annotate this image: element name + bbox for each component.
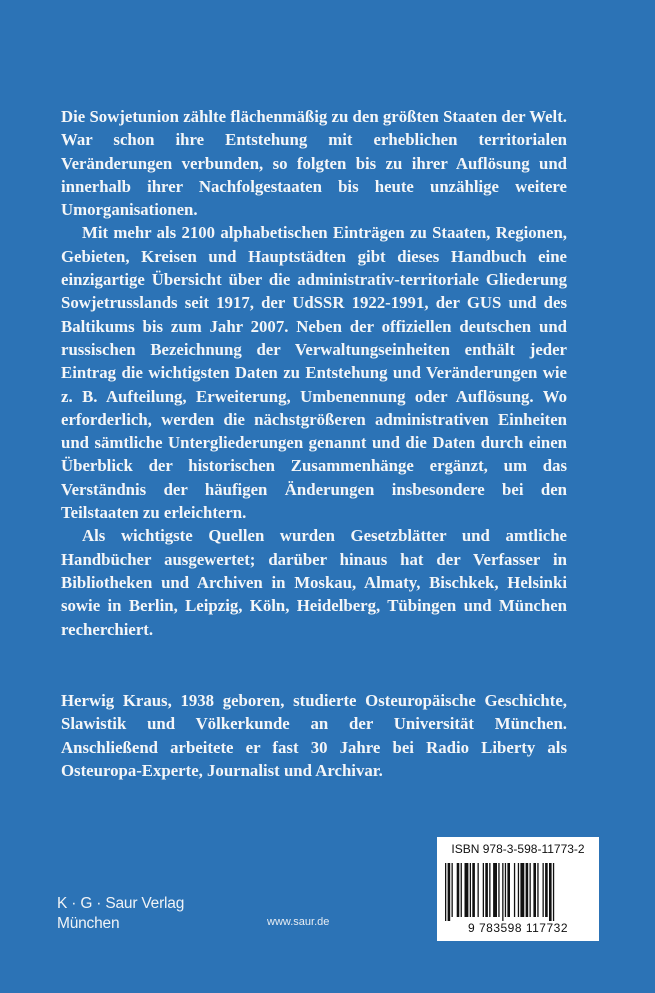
barcode-bar bbox=[507, 863, 510, 917]
barcode-bar bbox=[502, 863, 503, 921]
barcode-bar bbox=[465, 863, 469, 917]
isbn-label: ISBN 978-3-598-11773-2 bbox=[451, 842, 585, 856]
barcode-bar bbox=[483, 863, 484, 917]
barcode-bar bbox=[485, 863, 488, 917]
barcode-bar bbox=[445, 863, 446, 921]
barcode-bar bbox=[530, 863, 531, 917]
barcode-bar bbox=[543, 863, 544, 917]
barcode-bar bbox=[526, 863, 529, 917]
barcode-panel bbox=[437, 837, 599, 941]
publisher-logo bbox=[57, 894, 184, 934]
blurb-paragraph-2: Mit mehr als 2100 alphabetischen Einträgen zu Staaten, Regionen, Gebieten, Kreisen und Hauptstädten gibt dieses Handbuch eine einzigartige Übersicht über die administrativ-territoriale Gliederung Sowjetrusslands seit 1917, der UdSSR 1922-1991, der GUS und des Baltikums bis zum Jahr 2007. Neben der offiziellen deutschen und russischen Bezeichnung der Verwaltungseinheiten enthält jeder Eintrag die wichtigsten Daten zu Entstehung und Veränderungen wie z. B. Aufteilung, Erweiterung, Umbenennung oder Auflösung. Wo erforderlich, werden die nächstgrößeren administrativen Einheiten und sämtliche Untergliederungen genannt und die Daten durch einen Überblick der historischen Zusammenhänge ergänzt, um das Verständnis der häufigen Änderungen insbesondere bei den Teilstaaten zu erleichtern. bbox=[61, 223, 567, 523]
barcode-bar bbox=[533, 863, 536, 917]
barcode-bar bbox=[505, 863, 506, 917]
barcode-bar bbox=[457, 863, 460, 917]
barcode-bar bbox=[520, 863, 524, 917]
barcode-bar bbox=[461, 863, 462, 917]
blurb-text bbox=[61, 105, 567, 641]
barcode-bar bbox=[518, 863, 519, 917]
author-bio-text: Herwig Kraus, 1938 geboren, studierte Osteuropäische Geschichte, Slawistik und Völkerkunde an der Universität München. Anschließend arbeitete er fast 30 Jahre bei Radio Liberty als Osteuropa-Experte, Journalist und Archivar. bbox=[61, 691, 567, 780]
barcode-bar bbox=[514, 863, 515, 917]
barcode-bar bbox=[553, 863, 554, 921]
blurb-paragraph-1: Die Sowjetunion zählte flächenmäßig zu den größten Staaten der Welt. War schon ihre Entstehung mit erheblichen territorialen Veränderungen verbunden, so folgten bis zu ihrer Auflösung und innerhalb ihrer Nachfolgestaaten bis heute unzählige weitere Umorganisationen. bbox=[61, 107, 567, 220]
barcode-bar bbox=[545, 863, 548, 917]
barcode-bar bbox=[489, 863, 490, 917]
barcode-bar bbox=[472, 863, 475, 917]
publisher-city: München bbox=[57, 915, 120, 932]
barcode-bar bbox=[478, 863, 479, 917]
barcode-bar bbox=[498, 863, 499, 917]
barcode-bar bbox=[493, 863, 497, 917]
author-bio bbox=[61, 689, 567, 782]
barcode-bar bbox=[537, 863, 538, 917]
ean-number: 9 783598 117732 bbox=[467, 921, 569, 935]
publisher-url: www.saur.de bbox=[267, 916, 330, 928]
barcode-bar bbox=[549, 863, 552, 921]
blurb-paragraph-3: Als wichtigste Quellen wurden Gesetzblätter und amtliche Handbücher ausgewertet; darüber hinaus hat der Verfasser in Bibliotheken und Archiven in Moskau, Almaty, Bischkek, Helsinki sowie in Berlin, Leipzig, Köln, Heidelberg, Tübingen und München recherchiert. bbox=[61, 526, 567, 639]
barcode-bar bbox=[448, 863, 451, 921]
barcode-icon bbox=[445, 863, 591, 921]
barcode-bar bbox=[470, 863, 471, 917]
barcode-bar bbox=[452, 863, 453, 917]
publisher-name: K · G · Saur Verlag bbox=[57, 895, 185, 912]
